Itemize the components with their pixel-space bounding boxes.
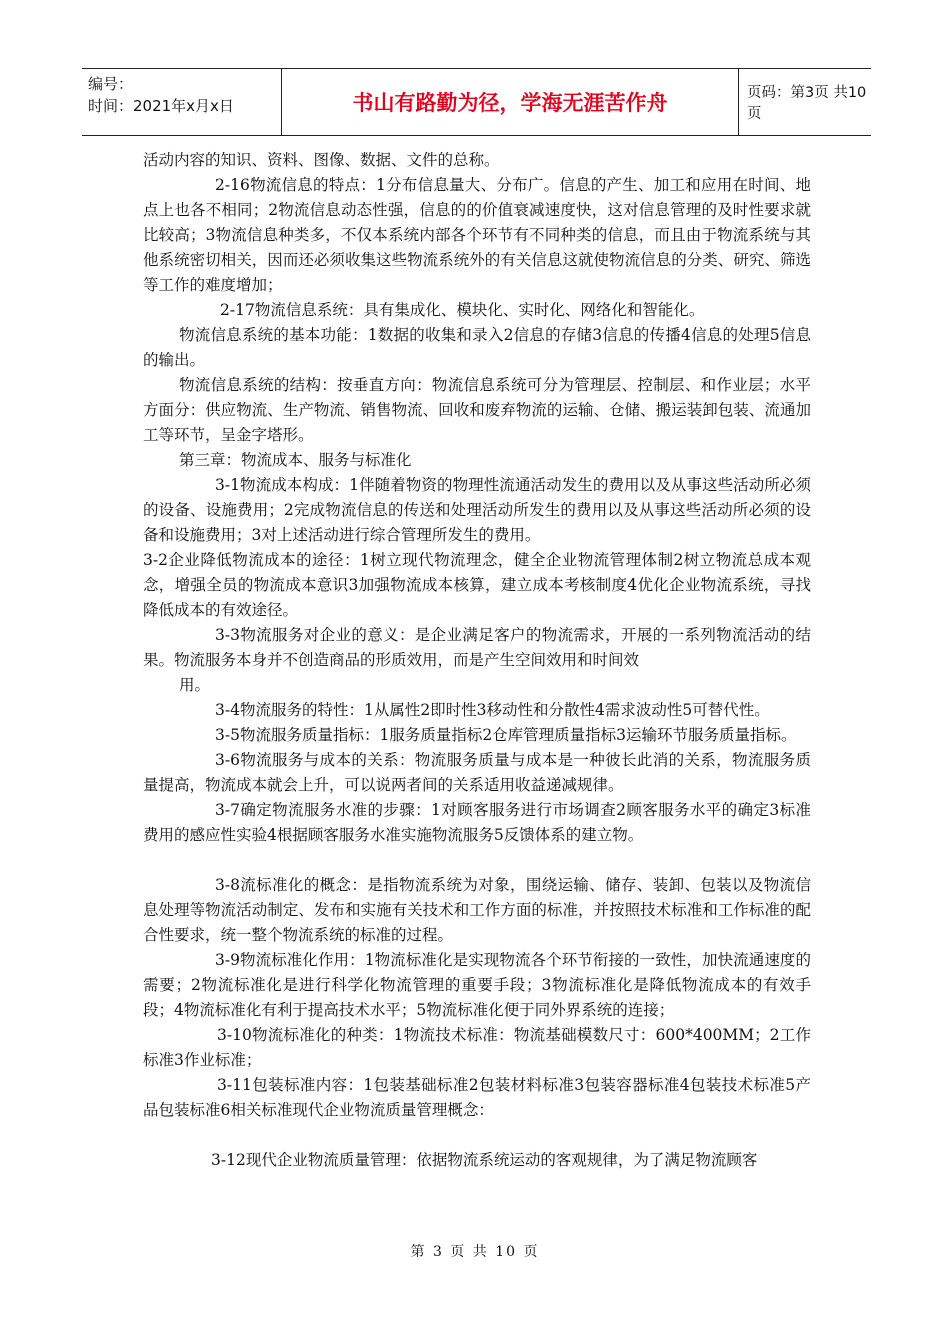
- body-paragraph: 第三章：物流成本、服务与标准化: [179, 451, 412, 469]
- paragraph-gap: [143, 1123, 811, 1148]
- body-paragraph: 3-1物流成本构成：1伴随着物资的物理性流通活动发生的费用以及从事这些活动所必须的设备、设施费用；2完成物流信息的传送和处理活动所发生的费用以及从事这些活动所必须的设备和设施费用；3对上述活动进行综合管理所发生的费用。: [143, 476, 811, 544]
- header-left-cell: [82, 69, 282, 135]
- page-header: [82, 68, 871, 136]
- body-paragraph: 物流信息系统的结构：按垂直方向：物流信息系统可分为管理层、控制层、和作业层；水平方面分：供应物流、生产物流、销售物流、回收和废弃物流的运输、仓储、搬运装卸包装、流通加工等环节，呈金字塔形。: [143, 376, 811, 444]
- paragraph-gap: [143, 848, 811, 873]
- document-number-label: 编号：: [88, 75, 134, 93]
- body-paragraph: 2-16物流信息的特点：1分布信息量大、分布广。信息的产生、加工和应用在时间、地点上也各不相同；2物流信息动态性强，信息的的价值衰减速度快，这对信息管理的及时性要求就比较高；3物流信息种类多，不仅本系统内部各个环节有不同种类的信息，而且由于物流系统与其他系统密切相关，因而还必须收集这些物流系统外的有关信息这就使物流信息的分类、研究、筛选等工作的难度增加；: [143, 176, 811, 294]
- body-paragraph: 3-9物流标准化作用：1物流标准化是实现物流各个环节衔接的一致性，加快流通速度的需要；2物流标准化是进行科学化物流管理的重要手段；3物流标准化是降低物流成本的有效手段；4物流标准化有利于提高技术水平；5物流标准化便于同外界系统的连接；: [143, 951, 811, 1019]
- body-paragraph: 3-4物流服务的特性：1从属性2即时性3移动性和分散性4需求波动性5可替代性。: [215, 701, 770, 719]
- body-paragraph: 3-3物流服务对企业的意义：是企业满足客户的物流需求，开展的一系列物流活动的结果。物流服务本身并不创造商品的形质效用，而是产生空间效用和时间效: [143, 626, 811, 669]
- body-paragraph: 3-5物流服务质量指标：1服务质量指标2仓库管理质量指标3运输环节服务质量指标。: [215, 726, 797, 744]
- header-motto: 书山有路勤为径，学海无涯苦作舟: [282, 69, 739, 135]
- body-paragraph: 用。: [179, 676, 211, 694]
- document-date-label: 时间：2021年x月x日: [88, 97, 234, 115]
- body-paragraph: 活动内容的知识、资料、图像、数据、文件的总称。: [143, 151, 500, 169]
- body-paragraph: 3-10物流标准化的种类：1物流技术标准：物流基础模数尺寸：600*400MM；2工作标准3作业标准；: [143, 1026, 811, 1069]
- body-paragraph: 3-6物流服务与成本的关系：物流服务质量与成本是一种彼长此消的关系，物流服务质量提高，物流成本就会上升，可以说两者间的关系适用收益递减规律。: [143, 751, 811, 794]
- body-paragraph: 3-7确定物流服务水准的步骤：1对顾客服务进行市场调查2顾客服务水平的确定3标准费用的感应性实验4根据顾客服务水准实施物流服务5反馈体系的建立物。: [143, 801, 811, 844]
- body-paragraph: 物流信息系统的基本功能：1数据的收集和录入2信息的存储3信息的传播4信息的处理5信息的输出。: [143, 326, 811, 369]
- body-paragraph: 3-11包装标准内容：1包装基础标准2包装材料标准3包装容器标准4包装技术标准5产品包装标准6相关标准现代企业物流质量管理概念：: [143, 1076, 811, 1119]
- header-page-info: 页码：第3页 共10页: [747, 85, 867, 122]
- body-paragraph: 3-12现代企业物流质量管理：依据物流系统运动的客观规律，为了满足物流顾客: [211, 1151, 758, 1169]
- body-paragraph: 2-17物流信息系统：具有集成化、模块化、实时化、网络化和智能化。: [220, 301, 705, 319]
- body-paragraph: 3-8流标准化的概念：是指物流系统为对象，围绕运输、储存、装卸、包装以及物流信息处理等物流活动制定、发布和实施有关技术和工作方面的标准，并按照技术标准和工作标准的配合性要求，统一整个物流系统的标准的过程。: [143, 876, 811, 944]
- page-footer: 第 3 页 共 10 页: [410, 1244, 540, 1260]
- body-paragraph: 3-2企业降低物流成本的途径：1树立现代物流理念，健全企业物流管理体制2树立物流总成本观念，增强全员的物流成本意识3加强物流成本核算，建立成本考核制度4优化企业物流系统，寻找降低成本的有效途径。: [143, 551, 811, 619]
- document-body: [143, 148, 811, 1173]
